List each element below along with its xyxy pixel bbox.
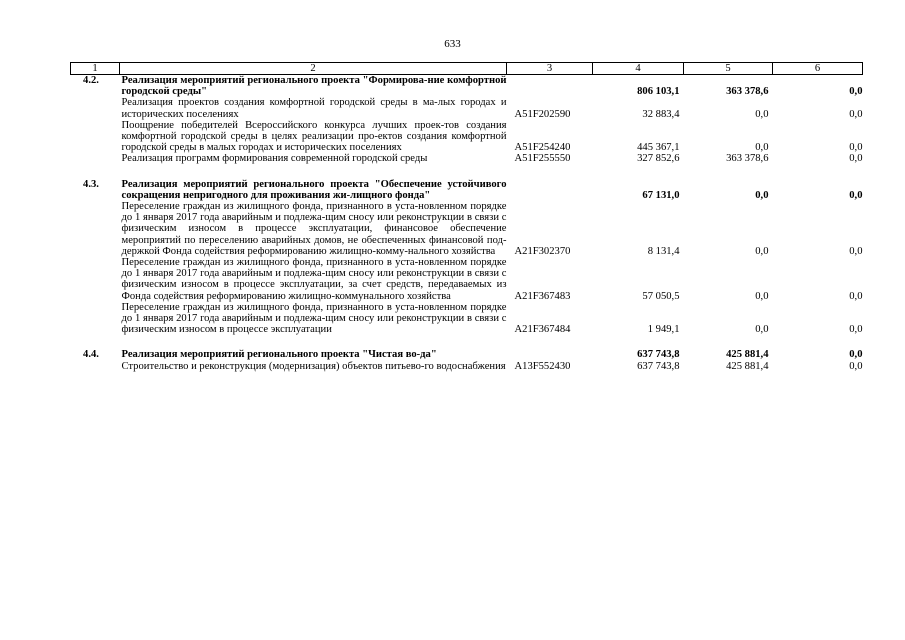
item-row — [71, 201, 863, 257]
amount-col4: 67 131,0 — [642, 189, 680, 201]
item-description: Переселение граждан из жилищного фонда, признанного в уста-новленном порядке до 1 января 2017 года аварийным и подлежа-щим сносу или реконструкции в связи с физическим износом в процессе эксплуатации, финансовое обеспечение мероприятий по переселению аварийных домов, не обеспеченных финансовой под-держкой Фонда содействия реформированию жилищно-комму-нального хозяйства — [121, 201, 507, 257]
page-number: 633 — [444, 38, 461, 50]
amount-col6: 0,0 — [849, 108, 863, 120]
amount-col5: 0,0 — [755, 108, 769, 120]
section-number: 4.4. — [83, 349, 99, 361]
budget-code: A13F552430 — [514, 360, 571, 372]
amount-col6: 0,0 — [849, 349, 863, 361]
budget-code: A51F202590 — [514, 108, 571, 120]
item-row — [71, 361, 863, 372]
amount-col4: 57 050,5 — [642, 290, 680, 302]
amount-col5: 0,0 — [755, 290, 769, 302]
amount-col4: 327 852,6 — [637, 153, 680, 165]
amount-col6: 0,0 — [849, 324, 863, 336]
section-number: 4.3. — [83, 178, 99, 190]
item-description: Переселение граждан из жилищного фонда, признанного в уста-новленном порядке до 1 января 2017 года аварийным и подлежа-щим сносу или реконструкции в связи с физическим износом в процессе эксплуатации — [121, 301, 507, 336]
amount-col5: 363 378,6 — [726, 153, 769, 165]
budget-code: A21F302370 — [514, 245, 571, 257]
item-description: Переселение граждан из жилищного фонда, признанного в уста-новленном порядке до 1 января 2017 года аварийным и подлежа-щим сносу или реконструкции в связи с физическим износом в процессе эксплуатации, за счет средств, передаваемых из Фонда содействия реформированию жилищно-коммунального хозяйства — [121, 257, 507, 302]
amount-col6: 0,0 — [849, 245, 863, 257]
section-row-4-3 — [71, 179, 863, 201]
item-row — [71, 97, 863, 119]
amount-col4: 637 743,8 — [637, 360, 680, 372]
column-number: 5 — [684, 63, 773, 75]
amount-col4: 1 949,1 — [647, 324, 680, 336]
amount-col6: 0,0 — [849, 189, 863, 201]
section-title: Реализация мероприятий регионального проекта "Обеспечение устойчивого сокращения непригодного для проживания жи-лищного фонда" — [121, 178, 507, 201]
amount-col5: 363 378,6 — [726, 86, 769, 98]
amount-col4: 637 743,8 — [637, 349, 680, 361]
spacer-row — [71, 335, 863, 349]
amount-col4: 806 103,1 — [637, 86, 680, 98]
section-row-4-2 — [71, 75, 863, 98]
column-number: 4 — [593, 63, 684, 75]
amount-col5: 0,0 — [755, 245, 769, 257]
item-row — [71, 257, 863, 302]
budget-code — [507, 75, 593, 98]
amount-col5: 0,0 — [755, 189, 769, 201]
item-row — [71, 302, 863, 336]
budget-code: A51F254240 — [514, 142, 571, 154]
budget-code: A21F367484 — [514, 324, 571, 336]
budget-code: A21F367483 — [514, 290, 571, 302]
amount-col6: 0,0 — [849, 153, 863, 165]
section-title: Реализация мероприятий регионального проекта "Чистая во-да" — [121, 349, 437, 361]
column-number: 3 — [507, 63, 593, 75]
budget-code: A51F255550 — [514, 153, 571, 165]
item-description: Реализация программ формирования современной городской среды — [121, 153, 428, 165]
amount-col4: 32 883,4 — [642, 108, 680, 120]
item-description: Строительство и реконструкция (модернизация) объектов питьево-го водоснабжения — [121, 360, 506, 372]
section-number: 4.2. — [83, 75, 99, 86]
budget-code — [507, 349, 593, 360]
amount-col5: 0,0 — [755, 142, 769, 154]
amount-col5: 425 881,4 — [726, 360, 769, 372]
column-number: 6 — [773, 63, 863, 75]
budget-code — [507, 179, 593, 201]
budget-table — [70, 62, 863, 372]
spacer-row — [71, 165, 863, 179]
amount-col6: 0,0 — [849, 360, 863, 372]
section-title: Реализация мероприятий регионального проекта "Формирова-ние комфортной городской среды" — [121, 75, 507, 98]
item-description: Реализация проектов создания комфортной городской среды в ма-лых городах и исторических поселениях — [121, 97, 507, 120]
item-row — [71, 120, 863, 154]
column-number: 2 — [120, 63, 507, 75]
amount-col6: 0,0 — [849, 290, 863, 302]
column-number-header — [71, 63, 863, 75]
amount-col4: 445 367,1 — [637, 142, 680, 154]
amount-col5: 0,0 — [755, 324, 769, 336]
amount-col6: 0,0 — [849, 142, 863, 154]
amount-col6: 0,0 — [849, 86, 863, 98]
amount-col4: 8 131,4 — [647, 245, 680, 257]
item-description: Поощрение победителей Всероссийского конкурса лучших проек-тов создания комфортной городской среды в целях реализации про-ектов создания комфортной городской среды в малых городах и исторических поселениях — [121, 119, 507, 154]
column-number: 1 — [71, 63, 120, 75]
item-row — [71, 153, 863, 164]
amount-col5: 425 881,4 — [726, 349, 769, 361]
section-row-4-4 — [71, 349, 863, 360]
